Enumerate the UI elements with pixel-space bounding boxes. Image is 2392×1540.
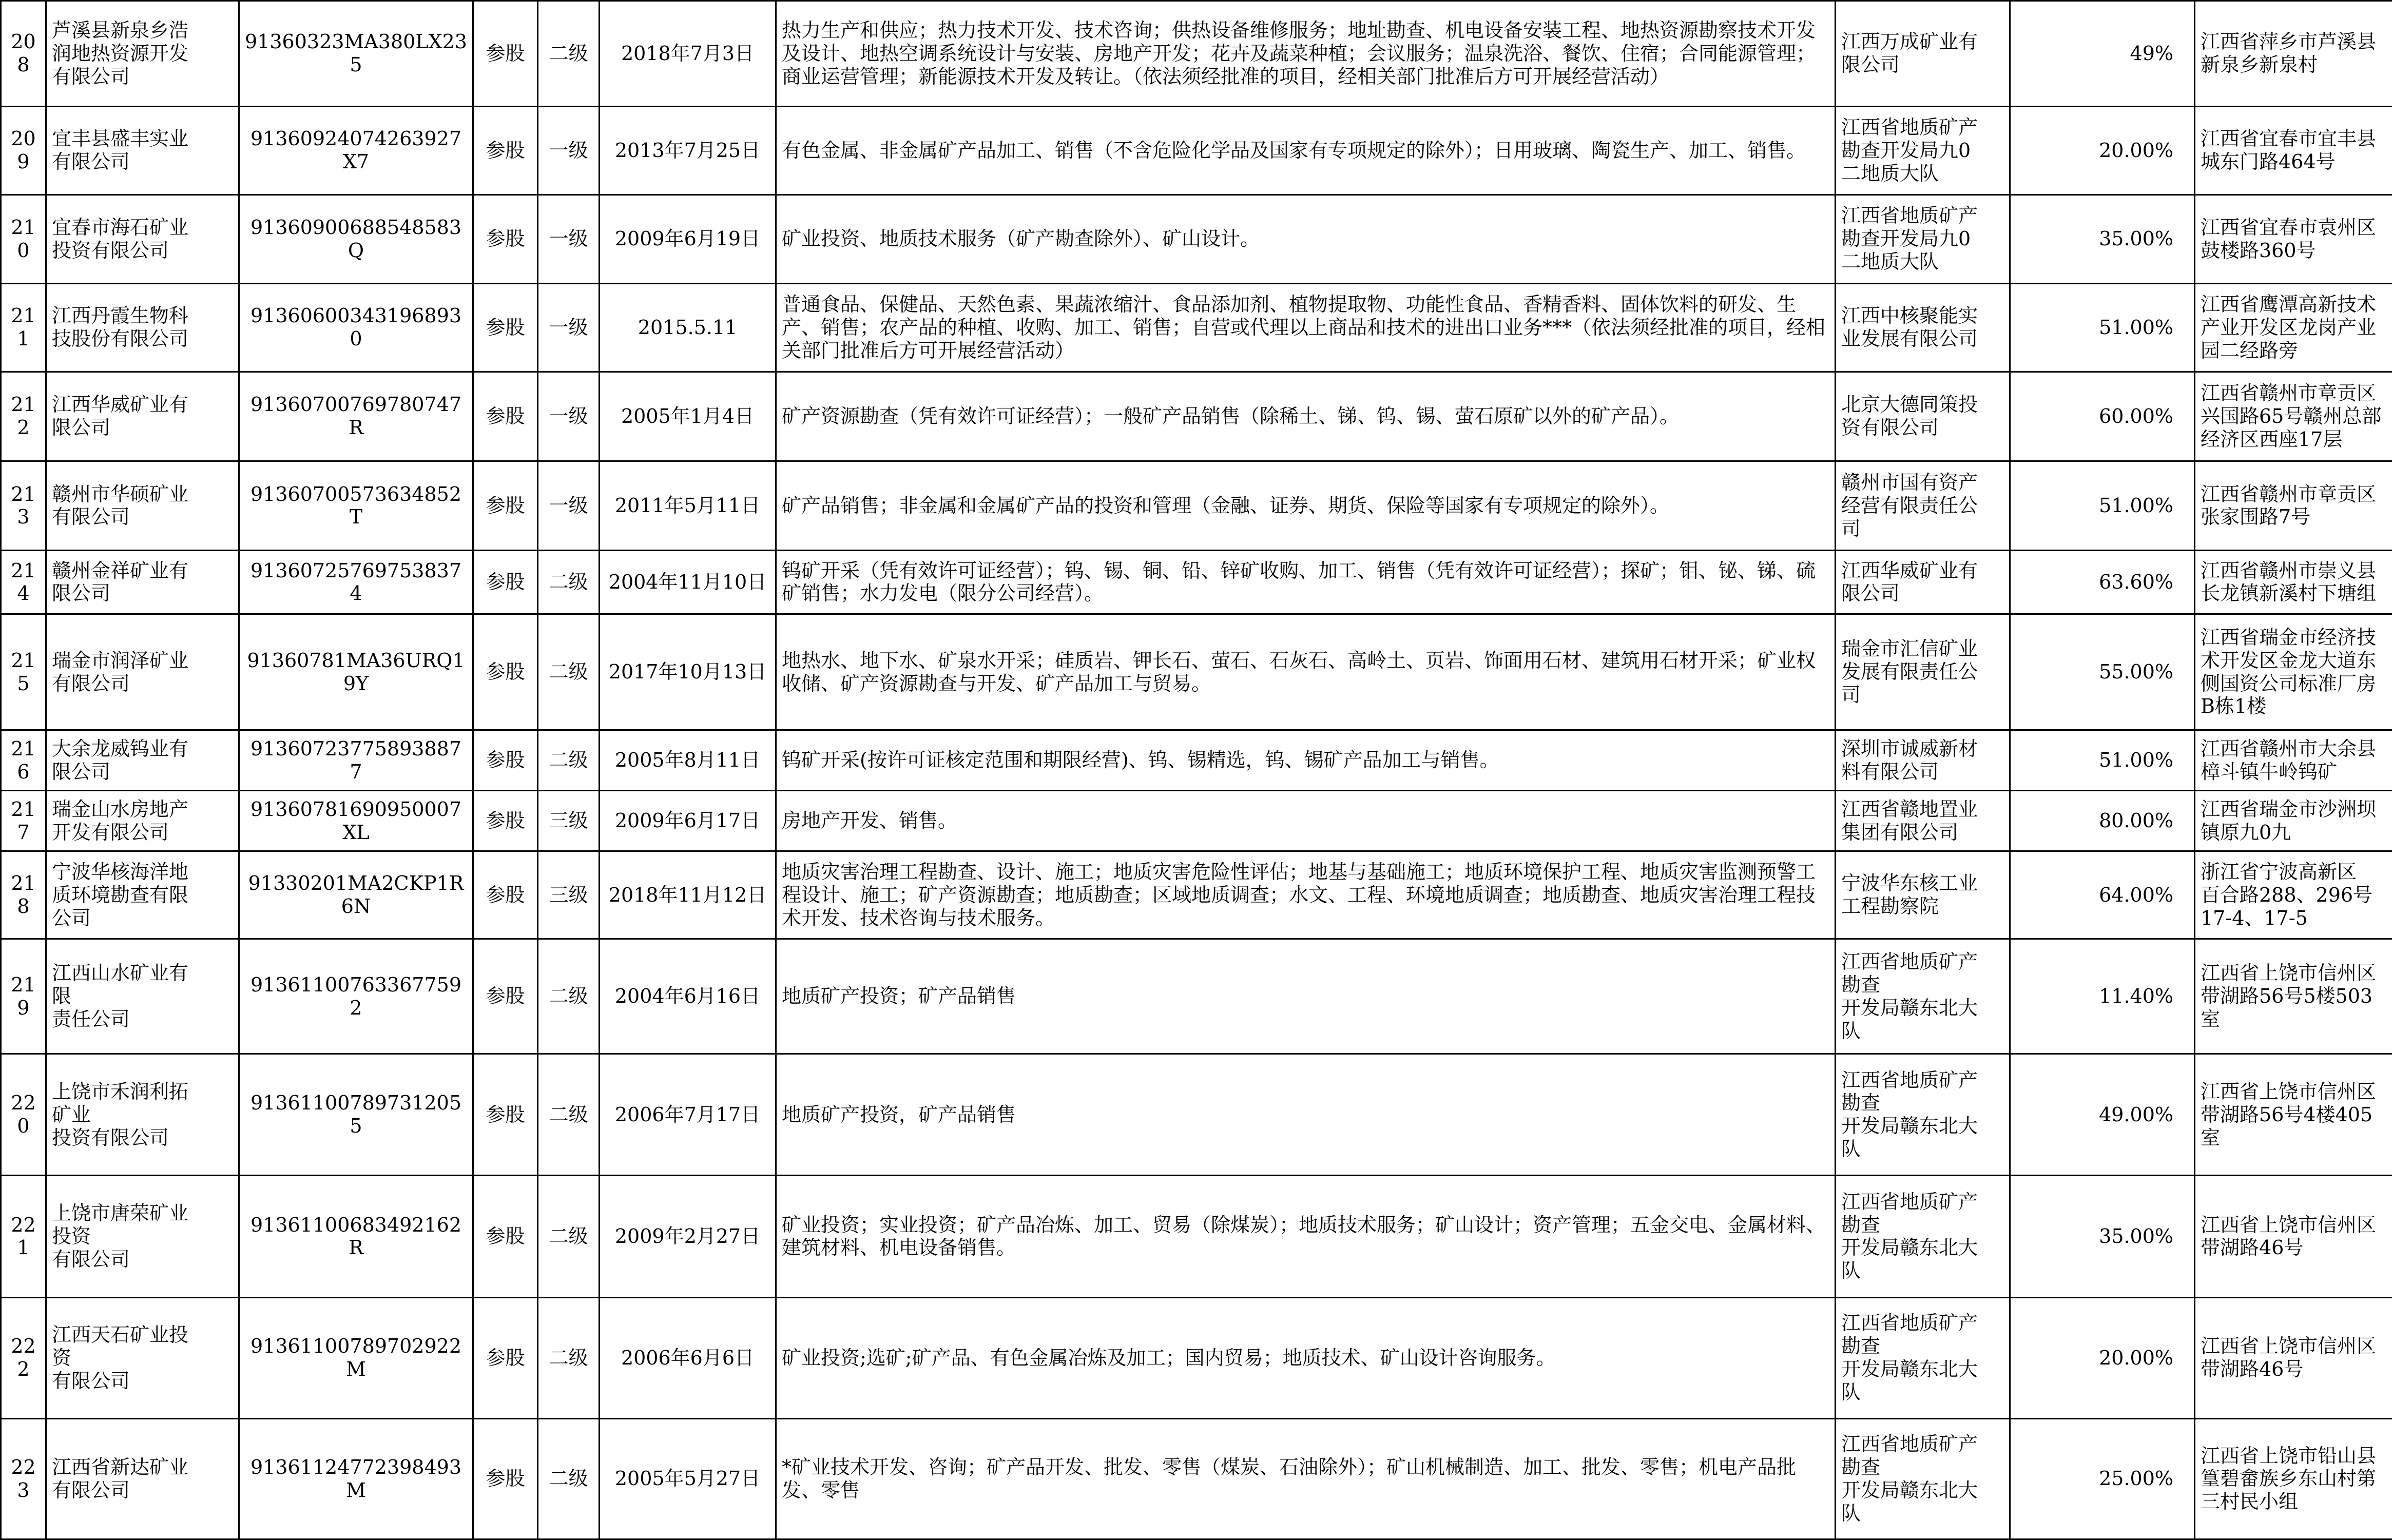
credit-code: 91360781MA36URQ19Y	[239, 614, 473, 730]
shareholder: 宁波华东核工业 工程勘察院	[1836, 851, 2010, 939]
company-name: 瑞金山水房地产 开发有限公司	[46, 791, 239, 851]
company-name: 江西山水矿业有 限 责任公司	[46, 939, 239, 1054]
address: 江西省赣州市崇义县 长龙镇新溪村下塘组	[2195, 550, 2392, 614]
business-scope: 矿产品销售；非金属和金属矿产品的投资和管理（金融、证券、期货、保险等国家有专项规定的除外）。	[776, 461, 1836, 550]
holding-type: 参股	[473, 1418, 538, 1539]
business-scope: 有色金属、非金属矿产品加工、销售（不含危险化学品及国家有专项规定的除外）；日用玻璃、陶瓷生产、加工、销售。	[776, 106, 1836, 194]
shareholder: 江西省地质矿产 勘查 开发局赣东北大 队	[1836, 1054, 2010, 1176]
share-ratio: 35.00%	[2010, 1176, 2195, 1297]
row-number: 211	[1, 283, 46, 372]
share-ratio: 35.00%	[2010, 194, 2195, 283]
company-name: 江西天石矿业投 资 有限公司	[46, 1297, 239, 1418]
level: 三级	[538, 851, 600, 939]
shareholder: 江西省赣地置业 集团有限公司	[1836, 791, 2010, 851]
table-row	[1, 1418, 2392, 1539]
credit-code: 91361100683492162R	[239, 1176, 473, 1297]
level: 二级	[538, 1418, 600, 1539]
holding-type: 参股	[473, 730, 538, 791]
table-row	[1, 730, 2392, 791]
holding-type: 参股	[473, 1176, 538, 1297]
holding-type: 参股	[473, 791, 538, 851]
row-number: 212	[1, 372, 46, 461]
level: 一级	[538, 106, 600, 194]
share-ratio: 49%	[2010, 1, 2195, 107]
level: 一级	[538, 372, 600, 461]
established-date: 2011年5月11日	[600, 461, 776, 550]
row-number: 222	[1, 1297, 46, 1418]
credit-code: 91361100789702922M	[239, 1297, 473, 1418]
holding-type: 参股	[473, 1, 538, 107]
address: 江西省鹰潭高新技术 产业开发区龙岗产业 园二经路旁	[2195, 283, 2392, 372]
table-row	[1, 372, 2392, 461]
level: 二级	[538, 550, 600, 614]
share-ratio: 60.00%	[2010, 372, 2195, 461]
row-number: 217	[1, 791, 46, 851]
company-name: 上饶市唐荣矿业 投资 有限公司	[46, 1176, 239, 1297]
company-name: 宜春市海石矿业 投资有限公司	[46, 194, 239, 283]
credit-code: 913607237758938877	[239, 730, 473, 791]
established-date: 2004年6月16日	[600, 939, 776, 1054]
established-date: 2009年6月17日	[600, 791, 776, 851]
holding-type: 参股	[473, 372, 538, 461]
business-scope: 矿产资源勘查（凭有效许可证经营）；一般矿产品销售（除稀土、锑、钨、锡、萤石原矿以外的矿产品）。	[776, 372, 1836, 461]
credit-code: 91360700573634852T	[239, 461, 473, 550]
established-date: 2005年5月27日	[600, 1418, 776, 1539]
share-ratio: 11.40%	[2010, 939, 2195, 1054]
table-row	[1, 1297, 2392, 1418]
address: 江西省上饶市铅山县 篁碧畲族乡东山村第 三村民小组	[2195, 1418, 2392, 1539]
shareholder: 深圳市诚威新材 料有限公司	[1836, 730, 2010, 791]
row-number: 215	[1, 614, 46, 730]
shareholder: 江西省地质矿产 勘查 开发局赣东北大 队	[1836, 1176, 2010, 1297]
share-ratio: 49.00%	[2010, 1054, 2195, 1176]
credit-code: 91360700769780747R	[239, 372, 473, 461]
share-ratio: 51.00%	[2010, 461, 2195, 550]
table-row	[1, 791, 2392, 851]
row-number: 218	[1, 851, 46, 939]
holding-type: 参股	[473, 614, 538, 730]
table-row	[1, 851, 2392, 939]
share-ratio: 63.60%	[2010, 550, 2195, 614]
holding-type: 参股	[473, 194, 538, 283]
level: 一级	[538, 461, 600, 550]
credit-code: 913611007633677592	[239, 939, 473, 1054]
share-ratio: 51.00%	[2010, 283, 2195, 372]
shareholder: 江西华威矿业有 限公司	[1836, 550, 2010, 614]
level: 一级	[538, 194, 600, 283]
share-ratio: 20.00%	[2010, 1297, 2195, 1418]
row-number: 219	[1, 939, 46, 1054]
address: 江西省瑞金市经济技 术开发区金龙大道东 侧国资公司标准厂房 B栋1楼	[2195, 614, 2392, 730]
business-scope: 地质矿产投资，矿产品销售	[776, 1054, 1836, 1176]
business-scope: 矿业投资、地质技术服务（矿产勘查除外）、矿山设计。	[776, 194, 1836, 283]
business-scope: 地质矿产投资；矿产品销售	[776, 939, 1836, 1054]
company-name: 上饶市禾润利拓 矿业 投资有限公司	[46, 1054, 239, 1176]
company-name: 江西丹霞生物科 技股份有限公司	[46, 283, 239, 372]
credit-code: 913611007897312055	[239, 1054, 473, 1176]
address: 江西省瑞金市沙洲坝 镇原九0九	[2195, 791, 2392, 851]
row-number: 209	[1, 106, 46, 194]
row-number: 220	[1, 1054, 46, 1176]
table-row	[1, 550, 2392, 614]
shareholder: 江西省地质矿产 勘查开发局九0 二地质大队	[1836, 194, 2010, 283]
credit-code: 91330201MA2CKP1R6N	[239, 851, 473, 939]
table-row	[1, 194, 2392, 283]
level: 二级	[538, 1176, 600, 1297]
established-date: 2017年10月13日	[600, 614, 776, 730]
row-number: 208	[1, 1, 46, 107]
credit-code: 91360900688548583Q	[239, 194, 473, 283]
company-name: 赣州市华硕矿业 有限公司	[46, 461, 239, 550]
holding-type: 参股	[473, 851, 538, 939]
holding-type: 参股	[473, 1297, 538, 1418]
credit-code: 91360323MA380LX235	[239, 1, 473, 107]
shareholder: 江西省地质矿产 勘查 开发局赣东北大 队	[1836, 939, 2010, 1054]
address: 江西省赣州市章贡区 张家围路7号	[2195, 461, 2392, 550]
holding-type: 参股	[473, 550, 538, 614]
level: 二级	[538, 1, 600, 107]
established-date: 2005年8月11日	[600, 730, 776, 791]
business-scope: 热力生产和供应；热力技术开发、技术咨询；供热设备维修服务；地址勘查、机电设备安装工程、地热资源勘察技术开发及设计、地热空调系统设计与安装、房地产开发；花卉及蔬菜种植；会议服务；温泉洗浴、餐饮、住宿；合同能源管理；商业运营管理；新能源技术开发及转让。（依法须经批准的项目，经相关部门批准后方可开展经营活动）	[776, 1, 1836, 107]
address: 江西省赣州市大余县 樟斗镇牛岭钨矿	[2195, 730, 2392, 791]
row-number: 213	[1, 461, 46, 550]
table-row	[1, 939, 2392, 1054]
row-number: 221	[1, 1176, 46, 1297]
credit-code: 913606003431968930	[239, 283, 473, 372]
row-number: 214	[1, 550, 46, 614]
established-date: 2013年7月25日	[600, 106, 776, 194]
company-name: 大余龙威钨业有 限公司	[46, 730, 239, 791]
level: 三级	[538, 791, 600, 851]
shareholder: 江西省地质矿产 勘查 开发局赣东北大 队	[1836, 1418, 2010, 1539]
company-name: 江西华威矿业有 限公司	[46, 372, 239, 461]
business-scope: 矿业投资；实业投资；矿产品冶炼、加工、贸易（除煤炭）；地质技术服务；矿山设计；资产管理；五金交电、金属材料、建筑材料、机电设备销售。	[776, 1176, 1836, 1297]
holding-type: 参股	[473, 939, 538, 1054]
table-row	[1, 283, 2392, 372]
table-row	[1, 1176, 2392, 1297]
level: 二级	[538, 614, 600, 730]
established-date: 2015.5.11	[600, 283, 776, 372]
share-ratio: 25.00%	[2010, 1418, 2195, 1539]
share-ratio: 64.00%	[2010, 851, 2195, 939]
shareholder: 江西中核聚能实 业发展有限公司	[1836, 283, 2010, 372]
shareholder: 江西省地质矿产 勘查 开发局赣东北大 队	[1836, 1297, 2010, 1418]
holding-type: 参股	[473, 461, 538, 550]
address: 江西省萍乡市芦溪县 新泉乡新泉村	[2195, 1, 2392, 107]
established-date: 2009年2月27日	[600, 1176, 776, 1297]
business-scope: 房地产开发、销售。	[776, 791, 1836, 851]
established-date: 2018年7月3日	[600, 1, 776, 107]
level: 一级	[538, 283, 600, 372]
share-ratio: 55.00%	[2010, 614, 2195, 730]
established-date: 2005年1月4日	[600, 372, 776, 461]
shareholder: 瑞金市汇信矿业 发展有限责任公 司	[1836, 614, 2010, 730]
company-name: 芦溪县新泉乡浩 润地热资源开发 有限公司	[46, 1, 239, 107]
credit-code: 91360781690950007XL	[239, 791, 473, 851]
table-row	[1, 1054, 2392, 1176]
address: 江西省宜春市袁州区 鼓楼路360号	[2195, 194, 2392, 283]
row-number: 216	[1, 730, 46, 791]
shareholder: 江西万成矿业有 限公司	[1836, 1, 2010, 107]
company-name: 赣州金祥矿业有 限公司	[46, 550, 239, 614]
level: 二级	[538, 939, 600, 1054]
established-date: 2018年11月12日	[600, 851, 776, 939]
business-scope: 钨矿开采(按许可证核定范围和期限经营)、钨、锡精选，钨、锡矿产品加工与销售。	[776, 730, 1836, 791]
share-ratio: 20.00%	[2010, 106, 2195, 194]
company-name: 江西省新达矿业 有限公司	[46, 1418, 239, 1539]
share-ratio: 80.00%	[2010, 791, 2195, 851]
table-row	[1, 614, 2392, 730]
established-date: 2006年6月6日	[600, 1297, 776, 1418]
address: 江西省上饶市信州区 带湖路56号5楼503室	[2195, 939, 2392, 1054]
table-row	[1, 1, 2392, 107]
address: 江西省赣州市章贡区 兴国路65号赣州总部 经济区西座17层	[2195, 372, 2392, 461]
address: 江西省上饶市信州区 带湖路46号	[2195, 1176, 2392, 1297]
business-scope: 普通食品、保健品、天然色素、果蔬浓缩汁、食品添加剂、植物提取物、功能性食品、香精香料、固体饮料的研发、生产、销售；农产品的种植、收购、加工、销售；自营或代理以上商品和技术的进出口业务***（依法须经批准的项目，经相关部门批准后方可开展经营活动）	[776, 283, 1836, 372]
table-row	[1, 461, 2392, 550]
business-scope: 矿业投资;选矿;矿产品、有色金属冶炼及加工；国内贸易；地质技术、矿山设计咨询服务。	[776, 1297, 1836, 1418]
established-date: 2004年11月10日	[600, 550, 776, 614]
company-name: 瑞金市润泽矿业 有限公司	[46, 614, 239, 730]
address: 江西省宜春市宜丰县 城东门路464号	[2195, 106, 2392, 194]
shareholder: 江西省地质矿产 勘查开发局九0 二地质大队	[1836, 106, 2010, 194]
shareholder: 赣州市国有资产 经营有限责任公 司	[1836, 461, 2010, 550]
business-scope: 地热水、地下水、矿泉水开采；硅质岩、钾长石、萤石、石灰石、高岭土、页岩、饰面用石材、建筑用石材开采；矿业权收储、矿产资源勘查与开发、矿产品加工与贸易。	[776, 614, 1836, 730]
share-ratio: 51.00%	[2010, 730, 2195, 791]
holding-type: 参股	[473, 1054, 538, 1176]
company-name: 宁波华核海洋地 质环境勘查有限 公司	[46, 851, 239, 939]
level: 二级	[538, 1054, 600, 1176]
established-date: 2009年6月19日	[600, 194, 776, 283]
company-name: 宜丰县盛丰实业 有限公司	[46, 106, 239, 194]
business-scope: 钨矿开采（凭有效许可证经营）；钨、锡、铜、铅、锌矿收购、加工、销售（凭有效许可证经营）；探矿；钼、铋、锑、硫矿销售；水力发电（限分公司经营）。	[776, 550, 1836, 614]
table-body	[1, 1, 2392, 1539]
holding-type: 参股	[473, 106, 538, 194]
table-row	[1, 106, 2392, 194]
holding-type: 参股	[473, 283, 538, 372]
address: 江西省上饶市信州区 带湖路56号4楼405室	[2195, 1054, 2392, 1176]
address: 江西省上饶市信州区 带湖路46号	[2195, 1297, 2392, 1418]
address: 浙江省宁波高新区 百合路288、296号 17-4、17-5	[2195, 851, 2392, 939]
business-scope: *矿业技术开发、咨询；矿产品开发、批发、零售（煤炭、石油除外）；矿山机械制造、加工、批发、零售；机电产品批发、零售	[776, 1418, 1836, 1539]
level: 二级	[538, 730, 600, 791]
business-scope: 地质灾害治理工程勘查、设计、施工；地质灾害危险性评估；地基与基础施工；地质环境保护工程、地质灾害监测预警工程设计、施工；矿产资源勘查；地质勘查；区域地质调查；水文、工程、环境地质调查；地质勘查、地质灾害治理工程技术开发、技术咨询与技术服务。	[776, 851, 1836, 939]
credit-code: 91361124772398493M	[239, 1418, 473, 1539]
row-number: 210	[1, 194, 46, 283]
shareholder: 北京大德同策投 资有限公司	[1836, 372, 2010, 461]
row-number: 223	[1, 1418, 46, 1539]
credit-code: 913607257697538374	[239, 550, 473, 614]
credit-code: 91360924074263927X7	[239, 106, 473, 194]
level: 二级	[538, 1297, 600, 1418]
established-date: 2006年7月17日	[600, 1054, 776, 1176]
